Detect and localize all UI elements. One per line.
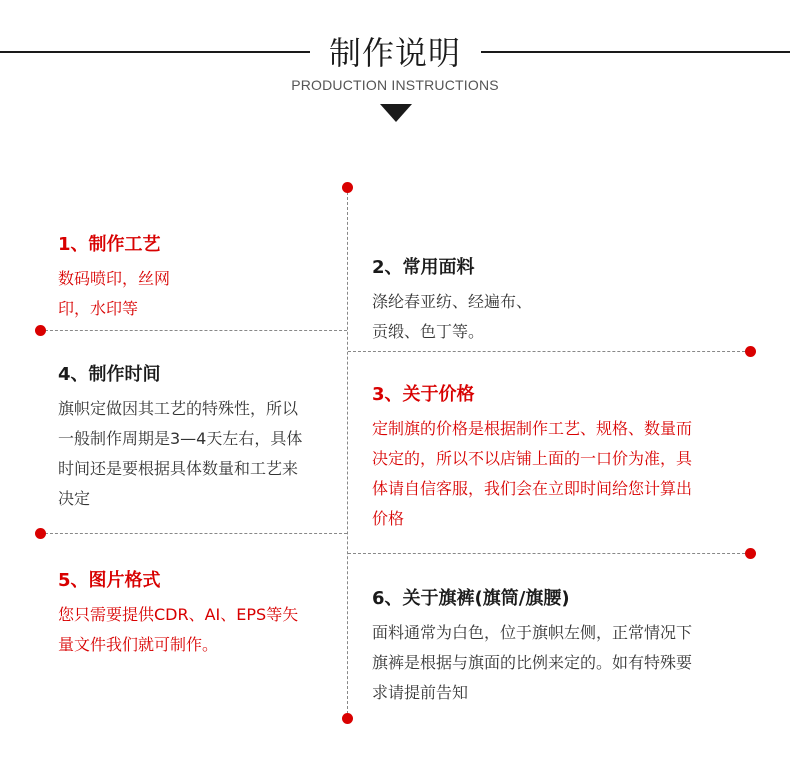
timeline-dot-bottom — [342, 713, 353, 724]
section-line: 量文件我们就可制作。 — [58, 635, 219, 654]
section-heading: 5、图片格式 — [58, 570, 161, 591]
section-line: 印，水印等 — [58, 299, 139, 318]
section-heading: 2、常用面料 — [372, 257, 475, 278]
section-line: 旗帜定做因其工艺的特殊性，所以 — [58, 399, 299, 418]
divider-right-1 — [348, 351, 750, 352]
section-fabric — [372, 253, 772, 347]
section-image-format — [58, 566, 343, 660]
section-heading: 3、关于价格 — [372, 384, 475, 405]
section-production-time — [58, 360, 343, 514]
section-price — [372, 380, 782, 534]
section-line: 面料通常为白色，位于旗帜左侧，正常情况下 — [372, 623, 693, 642]
section-line: 涤纶春亚纺、经遍布、 — [372, 292, 533, 311]
section-line: 决定的，所以不以店铺上面的一口价为准，具 — [372, 449, 693, 468]
section-flag-sleeve — [372, 584, 782, 708]
divider-dot-right-2 — [745, 548, 756, 559]
timeline-dot-top — [342, 182, 353, 193]
section-line: 您只需要提供CDR、AI、EPS等矢 — [58, 605, 299, 624]
page-title: 制作说明 — [328, 34, 461, 72]
divider-right-2 — [348, 553, 750, 554]
section-line: 时间还是要根据具体数量和工艺来 — [58, 459, 299, 478]
down-triangle-icon — [380, 104, 412, 122]
divider-left-1 — [40, 330, 347, 331]
section-heading: 6、关于旗裤(旗筒/旗腰) — [372, 588, 570, 609]
section-line: 体请自信客服，我们会在立即时间给您计算出 — [372, 479, 693, 498]
section-heading: 1、制作工艺 — [58, 234, 161, 255]
section-craft — [58, 230, 338, 324]
section-line: 一般制作周期是3—4天左右，具体 — [58, 429, 303, 448]
section-line: 定制旗的价格是根据制作工艺、规格、数量而 — [372, 419, 693, 438]
divider-left-2 — [40, 533, 347, 534]
divider-dot-left-1 — [35, 325, 46, 336]
section-line: 求请提前告知 — [372, 683, 469, 702]
section-line: 数码喷印，丝网 — [58, 269, 171, 288]
section-line: 贡缎、色丁等。 — [372, 322, 485, 341]
page-subtitle: PRODUCTION INSTRUCTIONS — [291, 77, 499, 93]
section-line: 决定 — [58, 489, 91, 508]
divider-dot-left-2 — [35, 528, 46, 539]
section-heading: 4、制作时间 — [58, 364, 161, 385]
timeline-center-line — [347, 187, 348, 719]
divider-dot-right-1 — [745, 346, 756, 357]
section-line: 价格 — [372, 509, 405, 528]
section-line: 旗裤是根据与旗面的比例来定的。如有特殊要 — [372, 653, 693, 672]
